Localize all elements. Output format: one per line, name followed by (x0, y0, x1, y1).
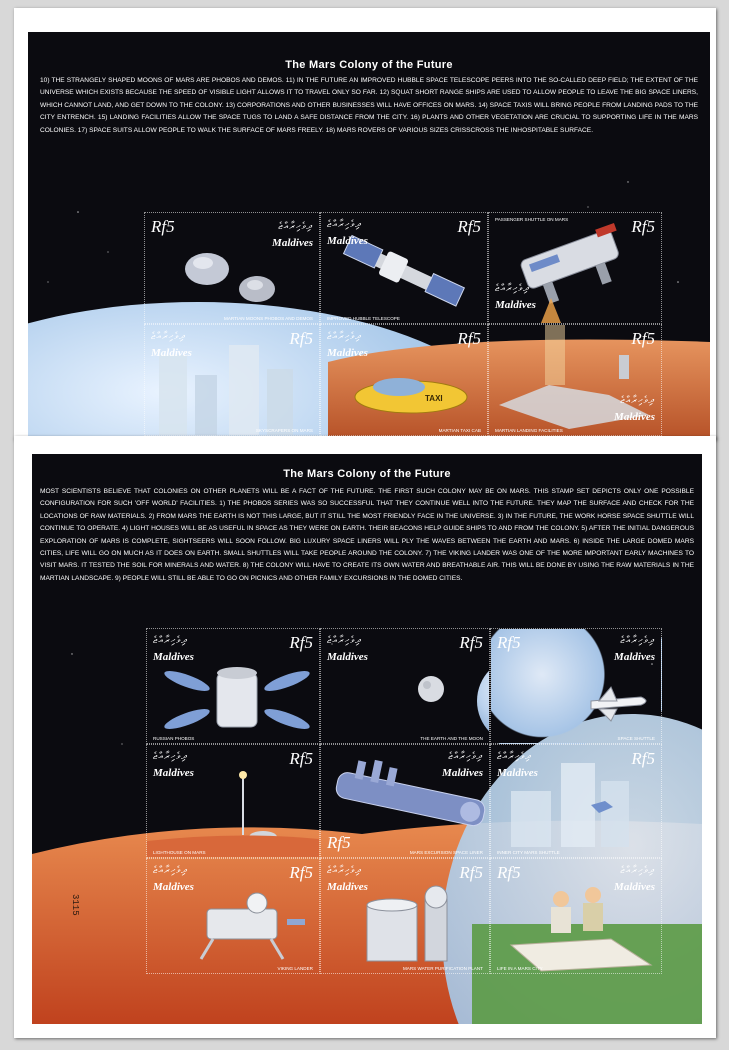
stamp-country: Maldives (614, 881, 655, 893)
stamp-value: Rf5 (289, 749, 313, 768)
stamp-dhivehi-text: ދިވެހިރާއްޖެ (151, 331, 186, 342)
stamp-value: Rf5 (457, 217, 481, 236)
stamp-dhivehi-text: ދިވެހިރާއްޖެ (327, 219, 362, 230)
stamp-dhivehi-text: ދިވެހިރާއްޖެ (620, 395, 655, 406)
taxi-sign: TAXI (425, 394, 443, 403)
stamp-dhivehi-text: ދިވެހިރާއްޖެ (448, 751, 483, 762)
stamp-viking-lander (146, 858, 320, 974)
stamp-dhivehi-text: ދިވެހިރާއްޖެ (153, 865, 188, 876)
sheet-title: The Mars Colony of the Future (283, 468, 451, 480)
stamp-country: Maldives (327, 881, 368, 893)
stamp-caption: LIGHTHOUSE ON MARS (153, 850, 206, 855)
stamp-caption: MARS WATER PURIFICATION PLANT (402, 966, 483, 971)
stamp-dhivehi-text: ދިވެހިރާއްޖެ (620, 635, 655, 646)
stamp-skyscrapers (144, 324, 320, 436)
sheet-title: The Mars Colony of the Future (285, 59, 453, 71)
stamp-passenger-shuttle (488, 212, 662, 324)
stamp-earth-moon (320, 628, 490, 744)
stamp-value: Rf5 (289, 863, 313, 882)
stamp-space-liner (320, 744, 490, 858)
stamp-country: Maldives (151, 347, 192, 359)
stamp-phobos-demos (144, 212, 320, 324)
stamp-country: Maldives (442, 767, 483, 779)
stamp-caption: INNER CITY MARS SHUTTLE (497, 850, 560, 855)
stamp-water-purification (320, 858, 490, 974)
stamp-caption: RUSSIAN PHOBOS (153, 736, 195, 741)
stamp-caption: IMPROVED HUBBLE TELESCOPE (327, 316, 400, 321)
sheet-panel-bottom (32, 454, 702, 1024)
stamp-russian-phobos (146, 628, 320, 744)
stamp-value: Rf5 (631, 749, 655, 768)
stamp-value: Rf5 (151, 217, 175, 236)
stamp-dhivehi-text: ދިވެހިރާއްޖެ (153, 751, 188, 762)
stamp-dhivehi-text: ދިވެހިރާއްޖެ (278, 221, 313, 232)
stamp-value: Rf5 (631, 217, 655, 236)
stamp-value: Rf5 (497, 633, 521, 652)
stamp-value: Rf5 (289, 329, 313, 348)
stamp-dhivehi-text: ދިވެހިރާއްޖެ (497, 751, 532, 762)
stamp-dhivehi-text: ދިވެހިރާއްޖެ (327, 865, 362, 876)
stamp-value: Rf5 (459, 633, 483, 652)
stamp-inner-city-shuttle (490, 744, 662, 858)
stamp-landing-facilities (488, 324, 662, 436)
stamp-value: Rf5 (497, 863, 521, 882)
stamp-country: Maldives (614, 411, 655, 423)
stamp-taxi-cab (320, 324, 488, 436)
stamp-caption: SKYSCRAPERS ON MARS (255, 428, 313, 433)
stamp-value: Rf5 (289, 633, 313, 652)
sheet-panel-top (28, 32, 710, 436)
stamp-country: Maldives (614, 651, 655, 663)
stamp-country: Maldives (327, 651, 368, 663)
sheet-description: MOST SCIENTISTS BELIEVE THAT COLONIES ON OTHER PLANETS WILL BE A FACT OF THE FUTURE. THE FIRST SUCH COLONY MAY BE ON MARS. THIS STAMP SET DEPICTS ONLY ONE POSSIBLE CONFIGURATION FOR SUCH 'OFF WORLD' FACILITIES. 1) THE PHOBOS SERIES WAS SO SUCCESSFUL THAT THEY CONTINUE WELL INTO THE FUTURE. THEY MAP THE SURFACE AND CHECK FOR THE LOCATIONS OF RAW MATERIALS. 2) FROM MARS THE EARTH IS NOT THIS LARGE, BUT IT STILL THE MOST FRIENDLY FACE IN THE UNIVERSE. 3) IN THE FUTURE, THE WORK HORSE SPACE SHUTTLE WILL CONTINUE TO OPERATE. 4) LIGHT HOUSES WILL BE AS USEFUL IN SPACE AS THEY WERE ON EARTH. THEIR BEACONS HELP GUIDE SHIPS TO AND FROM THE COLONY. 5) AFTER THE INITIAL DANGEROUS EXPLORATION OF MARS IS COMPLETE, SIGHTSEERS WILL SOON FOLLOW. BIG LUXURY SPACE LINERS WILL PLY THE WAVES BETWEEN THE EARTH AND MARS. 6) INSIDE THE LARGE DOMED MARS CITIES, LIFE WILL GO ON MUCH AS IT DOES ON EARTH. SMALL SHUTTLES WILL TAKE PEOPLE AROUND THE COLONY. 7) THE VIKING LANDER WAS ONE OF THE MORE IMPORTANT EARLY MACHINES TO VISIT MARS. IT TESTED THE SOIL FOR MINERALS AND WATER. 8) THE COLONY WILL HAVE TO CREATE ITS OWN WATER AND BREATHABLE AIR. THIS WILL BE DONE BY USING THE RAW MATERIALS IN THE MARTIAN LANDSCAPE. 9) PEOPLE WILL STILL BE ABLE TO GO ON PICNICS AND OTHER FAMILY EXCURSIONS IN THE DOMED CITIES. (40, 488, 694, 582)
stamp-dhivehi-text: ދިވެހިރާއްޖެ (153, 635, 188, 646)
stamp-dhivehi-text: ދިވެހިރާއްޖެ (327, 331, 362, 342)
stamp-caption: LIFE IN A MARS CITY (497, 966, 543, 971)
stamp-country: Maldives (327, 347, 368, 359)
stamp-country: Maldives (153, 651, 194, 663)
stamp-value: Rf5 (459, 863, 483, 882)
stamp-country: Maldives (327, 235, 368, 247)
stamp-caption: THE EARTH AND THE MOON (420, 736, 483, 741)
stamp-caption: MARTIAN TAXI CAB (438, 428, 481, 433)
stamp-country: Maldives (495, 299, 536, 311)
stamp-dhivehi-text: ދިވެހިރާއްޖެ (620, 865, 655, 876)
stamp-country: Maldives (153, 881, 194, 893)
stamp-space-shuttle (490, 628, 662, 744)
stamp-value: Rf5 (457, 329, 481, 348)
stamp-caption: MARTIAN LANDING FACILITIES (495, 428, 563, 433)
stamp-hubble-telescope (320, 212, 488, 324)
souvenir-sheet-top (14, 8, 716, 440)
stamp-value: Rf5 (631, 329, 655, 348)
stamp-lighthouse (146, 744, 320, 858)
stamp-life-in-mars-city (490, 858, 662, 974)
stamp-caption: MARTIAN MOONS PHOBOS AND DEMOS (224, 316, 313, 321)
stamp-country: Maldives (272, 237, 313, 249)
stamp-caption: MARS EXCURSION SPACE LINER (409, 850, 483, 855)
stamp-country: Maldives (153, 767, 194, 779)
souvenir-sheet-bottom (14, 436, 716, 1038)
stamp-dhivehi-text: ދިވެހިރާއްޖެ (327, 635, 362, 646)
stamp-caption: VIKING LANDER (277, 966, 313, 971)
stamp-country: Maldives (497, 767, 538, 779)
stamp-caption: SPACE SHUTTLE (617, 736, 655, 741)
stamp-value: Rf5 (327, 833, 351, 852)
sheet-description: 10) THE STRANGELY SHAPED MOONS OF MARS ARE PHOBOS AND DEMOS. 11) IN THE FUTURE AN IMPROVED HUBBLE SPACE TELESCOPE PEERS INTO THE SO-CALLED DEEP FIELD; THE EXTENT OF THE UNIVERSE WHICH EXISTS BECAUSE THE SPEED OF VISIBLE LIGHT ALLOWS IT TO TRAVEL ONLY SO FAR. 12) SQUAT SHORT RANGE SHIPS ARE USED TO ALLOW PEOPLE TO LEAVE THE BIG SPACE LINERS, WHICH CANNOT LAND, AND GET DOWN TO THE COLONY. 13) CORPORATIONS AND OTHER BUSINESSES WILL HAVE OFFICES ON MARS. 14) SPACE TAXIS WILL BRING PEOPLE FROM LANDING PADS TO THE CITY ENTRENCH. 15) LANDING FACILITIES ALLOW THE SPACE TUGS TO LAND A SAFE DISTANCE FROM THE CITY. 16) PLANTS AND OTHER VEGETATION ARE CRUCIAL TO SUPPORTING LIFE IN THE MARS COLONIES. 17) SPACE SUITS ALLOW PEOPLE TO WALK THE SURFACE OF MARS FREELY. 18) MARS ROVERS OF VARIOUS SIZES CRISSCROSS THE INHOSPITABLE SURFACE. (40, 77, 698, 134)
control-number: 3115 (70, 894, 80, 916)
stamp-caption: PASSENGER SHUTTLE ON MARS (495, 217, 569, 222)
stamp-dhivehi-text: ދިވެހިރާއްޖެ (495, 283, 530, 294)
